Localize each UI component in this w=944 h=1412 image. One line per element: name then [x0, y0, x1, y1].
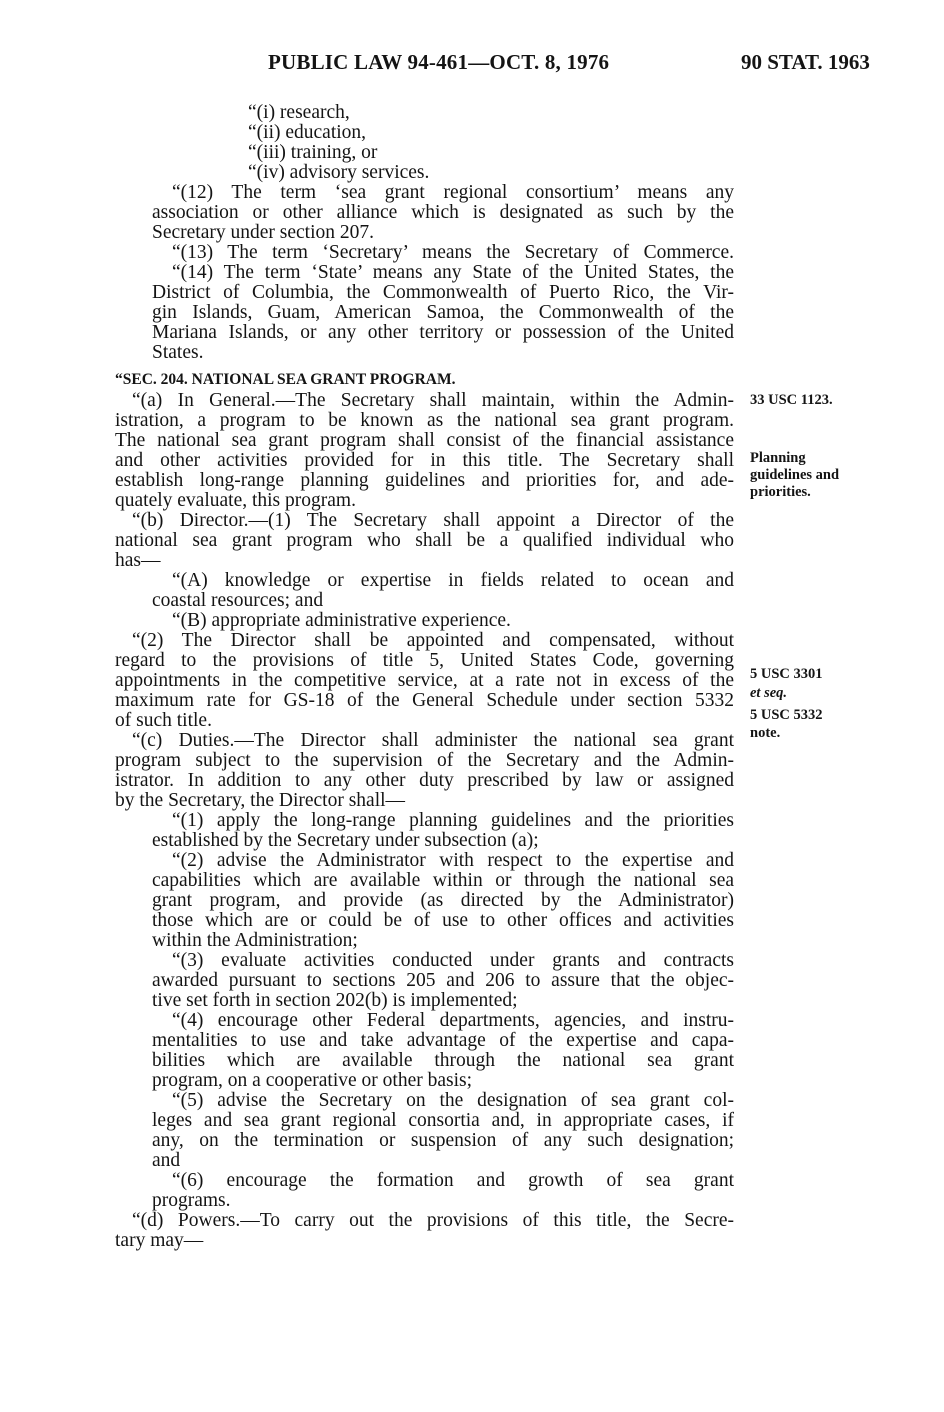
text-line: has— — [115, 550, 161, 571]
text-line: within the Administration; — [152, 930, 358, 951]
text-line: tive set forth in section 202(b) is implemented; — [152, 990, 518, 1011]
text-line: istrator. In addition to any other duty prescribed by law or assigned — [115, 770, 734, 791]
margin-note: 33 USC 1123. — [750, 392, 833, 408]
text-line: regard to the provisions of title 5, United States Code, governing — [115, 650, 734, 671]
text-line: District of Columbia, the Commonwealth of Puerto Rico, the Vir- — [152, 282, 734, 303]
text-line: “(i) research, — [248, 102, 350, 123]
text-line: and — [152, 1150, 181, 1171]
text-line: “(A) knowledge or expertise in fields related to ocean and — [172, 570, 734, 591]
text-line: Mariana Islands, or any other territory or possession of the United — [152, 322, 734, 343]
text-line: leges and sea grant regional consortia and, in appropriate cases, if — [152, 1110, 734, 1131]
margin-note: 5 USC 3301 — [750, 666, 823, 682]
text-line: istration, a program to be known as the national sea grant program. — [115, 410, 734, 431]
text-line: maximum rate for GS-18 of the General Schedule under section 5332 — [115, 690, 734, 711]
text-line: any, on the termination or suspension of any such designation; — [152, 1130, 734, 1151]
text-line: bilities which are available through the national sea grant — [152, 1050, 734, 1071]
section-heading: “SEC. 204. NATIONAL SEA GRANT PROGRAM. — [115, 371, 456, 388]
text-line: those which are or could be of use to other offices and activities — [152, 910, 734, 931]
text-line: “(B) appropriate administrative experience. — [172, 610, 511, 631]
text-line: States. — [152, 342, 204, 363]
margin-note: guidelines and — [750, 467, 840, 483]
text-line: “(13) The term ‘Secretary’ means the Secretary of Commerce. — [172, 242, 734, 263]
text-line: “(ii) education, — [248, 122, 367, 143]
text-line: established by the Secretary under subsection (a); — [152, 830, 539, 851]
header-stat-page: 90 STAT. 1963 — [741, 50, 870, 74]
text-line: “(a) In General.—The Secretary shall maintain, within the Admin- — [132, 390, 734, 411]
text-line: “(2) The Director shall be appointed and compensated, without — [132, 630, 734, 651]
text-line: “(c) Duties.—The Director shall administer the national sea grant — [132, 730, 734, 751]
text-line: “(4) encourage other Federal departments, agencies, and instru- — [172, 1010, 734, 1031]
header-law-title: PUBLIC LAW 94-461—OCT. 8, 1976 — [268, 50, 610, 74]
margin-note: note. — [750, 725, 781, 741]
text-line: “(iii) training, or — [248, 142, 378, 163]
text-line: “(12) The term ‘sea grant regional consortium’ means any — [172, 182, 734, 203]
text-line: association or other alliance which is designated as such by the — [152, 202, 734, 223]
text-line: national sea grant program who shall be a qualified individual who — [115, 530, 734, 551]
text-line: “(14) The term ‘State’ means any State of the United States, the — [172, 262, 734, 283]
text-line: grant program, and provide (as directed by the Administrator) — [152, 890, 734, 911]
text-line: “(b) Director.—(1) The Secretary shall appoint a Director of the — [132, 510, 734, 531]
text-line: “(1) apply the long-range planning guidelines and the priorities — [172, 810, 734, 831]
margin-note: et seq. — [750, 685, 788, 701]
margin-note: priorities. — [750, 484, 811, 500]
text-line: appointments in the competitive service, at a rate not in excess of the — [115, 670, 734, 691]
text-line: “(iv) advisory services. — [248, 162, 430, 183]
text-line: coastal resources; and — [152, 590, 324, 611]
text-line: “(2) advise the Administrator with respect to the expertise and — [172, 850, 734, 871]
text-line: “(3) evaluate activities conducted under grants and contracts — [172, 950, 734, 971]
text-line: establish long-range planning guidelines and priorities for, and ade- — [115, 470, 734, 491]
margin-note: 5 USC 5332 — [750, 707, 823, 723]
text-line: tary may— — [115, 1230, 204, 1251]
text-line: programs. — [152, 1190, 231, 1211]
text-line: program subject to the supervision of the Secretary and the Admin- — [115, 750, 734, 771]
text-line: capabilities which are available within or through the national sea — [152, 870, 734, 891]
text-line: by the Secretary, the Director shall— — [115, 790, 406, 811]
text-line: awarded pursuant to sections 205 and 206 to assure that the objec- — [152, 970, 734, 991]
text-line: quately evaluate, this program. — [115, 490, 356, 511]
text-line: of such title. — [115, 710, 212, 731]
text-line: “(6) encourage the formation and growth of sea grant — [172, 1170, 734, 1191]
text-line: program, on a cooperative or other basis; — [152, 1070, 473, 1091]
text-line: mentalities to use and take advantage of the expertise and capa- — [152, 1030, 734, 1051]
text-line: The national sea grant program shall consist of the financial assistance — [115, 430, 734, 451]
text-line: Secretary under section 207. — [152, 222, 375, 243]
text-line: gin Islands, Guam, American Samoa, the Commonwealth of the — [152, 302, 734, 323]
page-header — [0, 50, 944, 80]
text-line: and other activities provided for in this title. The Secretary shall — [115, 450, 734, 471]
margin-note: Planning — [750, 450, 806, 466]
text-line: “(5) advise the Secretary on the designation of sea grant col- — [172, 1090, 734, 1111]
text-line: “(d) Powers.—To carry out the provisions of this title, the Secre- — [132, 1210, 734, 1231]
